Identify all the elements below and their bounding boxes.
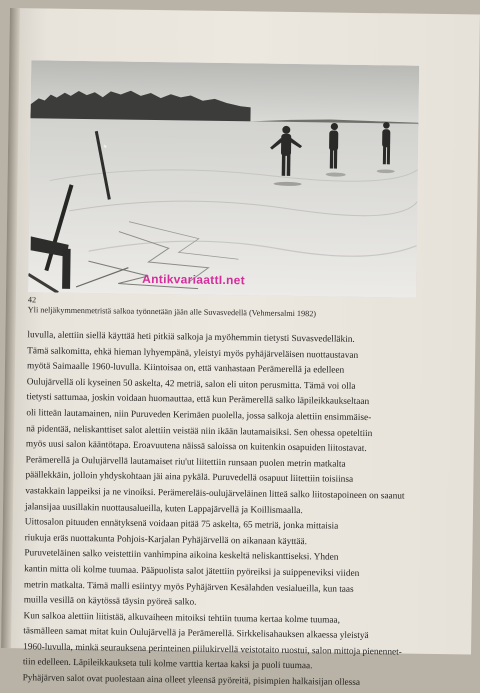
photo-caption	[28, 295, 428, 321]
text-line: Perämerellä ja Oulujärvellä lautamaiset riu'ut liitettiin runsaan puolen metrin matkalta	[25, 455, 346, 470]
photo-number: 42	[27, 295, 37, 305]
text-line: myötä Saimaalle 1960-luvulla. Kiintoisaa on, että vanhastaan Perämerellä ja edelleen	[26, 361, 345, 376]
watermark-text: AntikvariaattI.net	[142, 271, 246, 288]
text-line: vastakkain lappeiksi ja ne vinoiksi. Perämereläis-oulujärveläinen litteä salko liitostapoineen on saanut	[25, 486, 405, 502]
photo-caption-text: Yli neljäkymmenmetristä salkoa työnnetään jään alle Suvasvedellä (Vehmersalmi 1982)	[27, 305, 317, 319]
page-gutter	[1, 8, 20, 648]
text-line: päällekkäin, jolloin yhdyskohtaan jäi aina pykälä. Puruvedellä osapuut liitettiin toisiinsa	[25, 470, 354, 486]
text-line: Uittosalon pituuden ennätyksenä voidaan pitää 75 askelta, 65 metriä, jonka mittaisia	[24, 517, 339, 532]
text-line: Kun salkoa alettiin liitistää, alkuvaiheen mitoiksi tehtiin tuuma kertaa kolme tuumaa,	[23, 610, 341, 626]
text-line: nä pidentää, neliskanttiset salot alettiin veistää niin ikään lautamaisiksi. Sen ohessa opeteltiin	[26, 423, 373, 439]
text-line: metrin matkalta. Tämä malli esiintyy myös Pyhäjärven Kesälahden vesialueilla, kun taas	[23, 579, 354, 595]
text-line: Puruveteläinen salko veistettiin vanhimpina aikoina keskeltä neliskanttiseksi. Yhden	[24, 548, 339, 563]
text-line: Tämä salkomitta, ehkä hieman lyhyempänä, yleistyi myös pyhäjärveläisen nuottaustavan	[27, 345, 359, 361]
text-line: tiin edelleen. Läpileikkaukseta tuli kolme varttia kertaa kaksi ja puoli tuumaa.	[22, 657, 313, 672]
text-line: luvulla, alettiin siellä käyttää heti pitkiä salkoja ja myöhemmin tietysti Suvasvedelläkin.	[27, 330, 355, 345]
text-line: oli litteän lautamainen, niin Puruveden Kerimäen puolella, jossa salkoja alettiin ensimmäise-	[26, 408, 372, 424]
text-line: jalansijaa uusillakin nuottausalueilla, kuten Lappajärvellä ja Koillismaalla.	[24, 501, 303, 516]
text-line: kantin mitta oli kolme tuumaa. Pääpuolista salot jätettiin pyöreiksi ja suippeneviksi viiden	[24, 564, 360, 579]
winter-fishing-photo	[28, 60, 419, 297]
text-line: 1960-luvulla, minkä seurauksena perinteinen piilukirvellä veistotaito ruostui, salon mittoja pienennet-	[23, 642, 402, 658]
book-page	[1, 8, 480, 689]
text-line: riukuja eräs nuottakunta Pohjois-Karjalan Pyhäjärvellä on aikanaan käyttää.	[24, 532, 308, 547]
text-line: Pyhäjärven salot ovat puolestaan aina olleet yleensä pyöreitä, pisimpien halkaisijan ollessa	[22, 673, 361, 689]
text-line: Oulujärvellä oli kyseinen 50 askelta, 42 metriä, salon eli uiton perusmitta. Tämä voi olla	[26, 377, 356, 392]
text-line: täsmälleen samat mitat kuin Oulujärvellä ja Perämerellä. Sirkkelisahauksen alkaessa yleistyä	[23, 626, 369, 642]
text-line: myös uusi salon kääntötapa. Eroavuutena näissä saloissa on kuitenkin osapuiden liitostavat.	[25, 439, 367, 455]
body-text	[23, 328, 436, 692]
text-line: tietysti sattumaa, joskin voidaan huomauttaa, että kun Perämerellä salko läpileikkaukseltaan	[26, 392, 370, 408]
text-line: muilla vesillä on käytössä täysin pyöreä salko.	[23, 595, 197, 608]
